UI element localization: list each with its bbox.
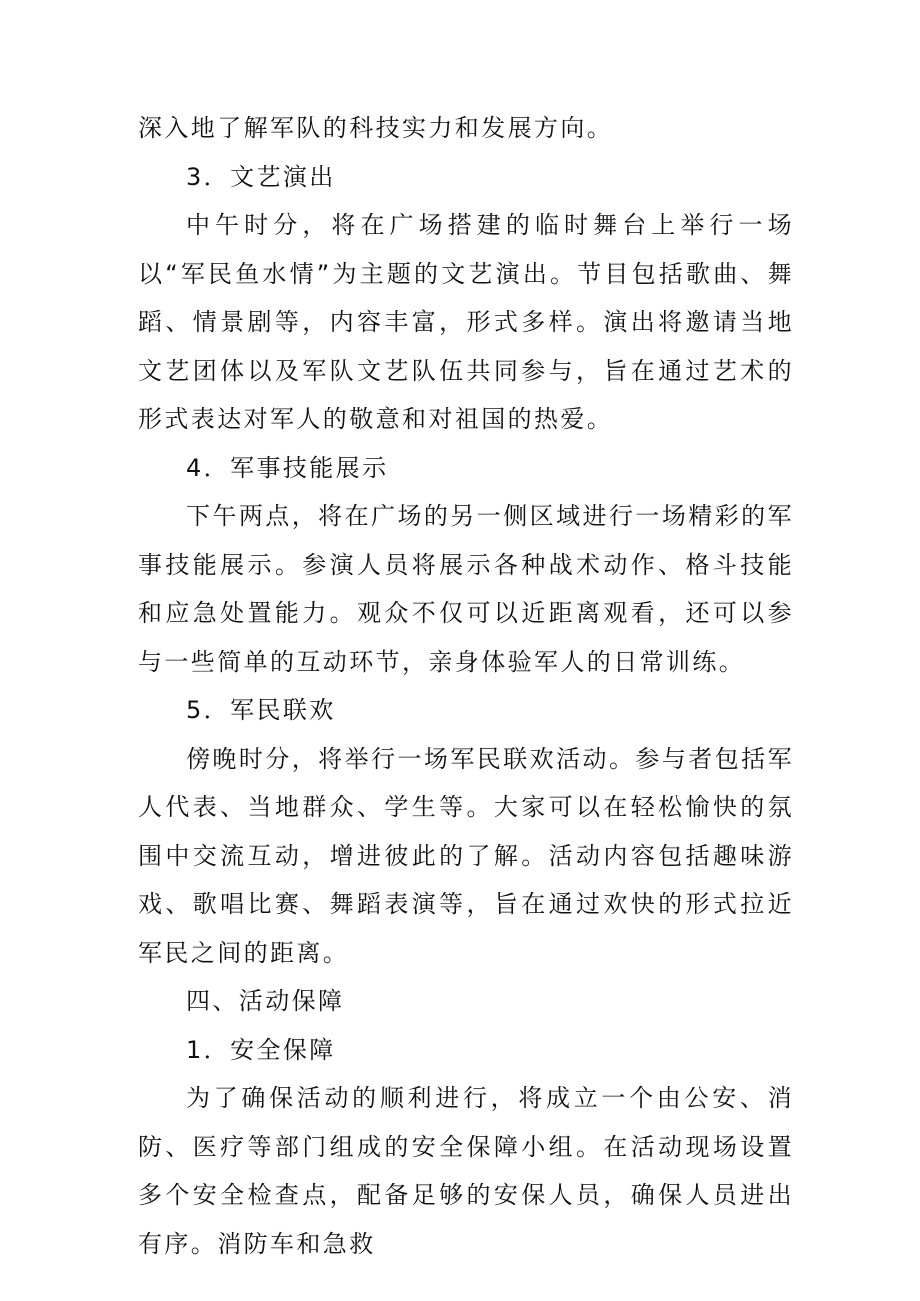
section-heading-safety: 1．安全保障 — [186, 1035, 336, 1064]
paragraph-continuation: 深入地了解军队的科技实力和发展方向。 — [138, 114, 614, 142]
chapter-heading-activity-support: 四、活动保障 — [186, 987, 345, 1015]
section-heading-gala: 5．军民联欢 — [186, 696, 336, 724]
paragraph-military-skills: 下午两点，将在广场的另一侧区域进行一场精彩的军事技能展示。参演人员将展示各种战术动作、格斗技能和应急处置能力。观众不仅可以近距离观看，还可以参与一些简单的互动环节，亲身体验军人的日常训练。 — [138, 502, 794, 676]
document-body — [138, 104, 794, 1268]
section-heading-military-skills: 4．军事技能展示 — [186, 453, 389, 482]
section-heading-performance: 3．文艺演出 — [186, 162, 336, 191]
paragraph-safety: 为了确保活动的顺利进行，将成立一个由公安、消防、医疗等部门组成的安全保障小组。在活动现场设置多个安全检查点，配备足够的安保人员，确保人员进出有序。消防车和急救 — [138, 1084, 794, 1258]
paragraph-gala: 傍晚时分，将举行一场军民联欢活动。参与者包括军人代表、当地群众、学生等。大家可以在轻松愉快的氛围中交流互动，增进彼此的了解。活动内容包括趣味游戏、歌唱比赛、舞蹈表演等，旨在通过欢快的形式拉近军民之间的距离。 — [138, 744, 794, 967]
paragraph-performance: 中午时分，将在广场搭建的临时舞台上举行一场以“军民鱼水情”为主题的文艺演出。节目包括歌曲、舞蹈、情景剧等，内容丰富，形式多样。演出将邀请当地文艺团体以及军队文艺队伍共同参与，旨在通过艺术的形式表达对军人的敬意和对祖国的热爱。 — [138, 211, 794, 433]
